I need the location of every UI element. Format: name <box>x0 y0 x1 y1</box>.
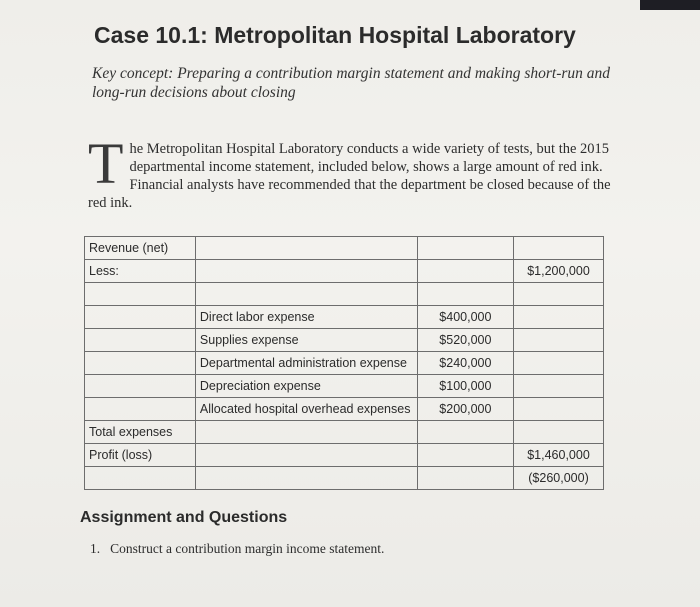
key-concept: Key concept: Preparing a contribution margin statement and making short-run and long-run decisions about closing <box>92 65 611 101</box>
table-row <box>85 306 604 329</box>
profit-value: ($260,000) <box>514 467 604 490</box>
question-item <box>90 541 384 557</box>
revenue-label: Revenue (net) <box>85 237 196 260</box>
table-row <box>85 352 604 375</box>
table-row <box>85 444 604 467</box>
question-number: 1. <box>90 541 101 556</box>
expense-label: Supplies expense <box>195 329 417 352</box>
table-row <box>85 421 604 444</box>
table-row <box>85 283 604 306</box>
dark-corner <box>640 0 700 10</box>
expense-amount: $520,000 <box>417 329 513 352</box>
table-row <box>85 260 604 283</box>
table-row <box>85 329 604 352</box>
case-title: Case 10.1: Metropolitan Hospital Laboratory <box>94 22 576 48</box>
assignment-heading: Assignment and Questions <box>80 509 288 526</box>
drop-cap: T <box>88 131 124 196</box>
table-row <box>85 467 604 490</box>
profit-label: Profit (loss) <box>85 444 196 467</box>
table-row <box>85 237 604 260</box>
expense-amount: $400,000 <box>417 306 513 329</box>
total-expenses-value: $1,460,000 <box>514 444 604 467</box>
expense-amount: $200,000 <box>417 398 513 421</box>
total-expenses-label: Total expenses <box>85 421 196 444</box>
less-label: Less: <box>85 260 196 283</box>
expense-label: Direct labor expense <box>195 306 417 329</box>
intro-text: he Metropolitan Hospital Laboratory conducts a wide variety of tests, but the 2015 departmental income statement, included below, shows a large amount of red ink. Financial analysts have recommended that the department be closed because of the red ink. <box>88 141 611 211</box>
question-text: Construct a contribution margin income statement. <box>110 541 385 556</box>
table-row <box>85 375 604 398</box>
intro-paragraph <box>88 131 618 212</box>
expense-label: Departmental administration expense <box>195 352 417 375</box>
income-statement-table <box>84 236 604 490</box>
expense-label: Allocated hospital overhead expenses <box>195 398 417 421</box>
expense-amount: $240,000 <box>417 352 513 375</box>
expense-amount: $100,000 <box>417 375 513 398</box>
table-row <box>85 398 604 421</box>
expense-label: Depreciation expense <box>195 375 417 398</box>
revenue-value: $1,200,000 <box>514 260 604 283</box>
